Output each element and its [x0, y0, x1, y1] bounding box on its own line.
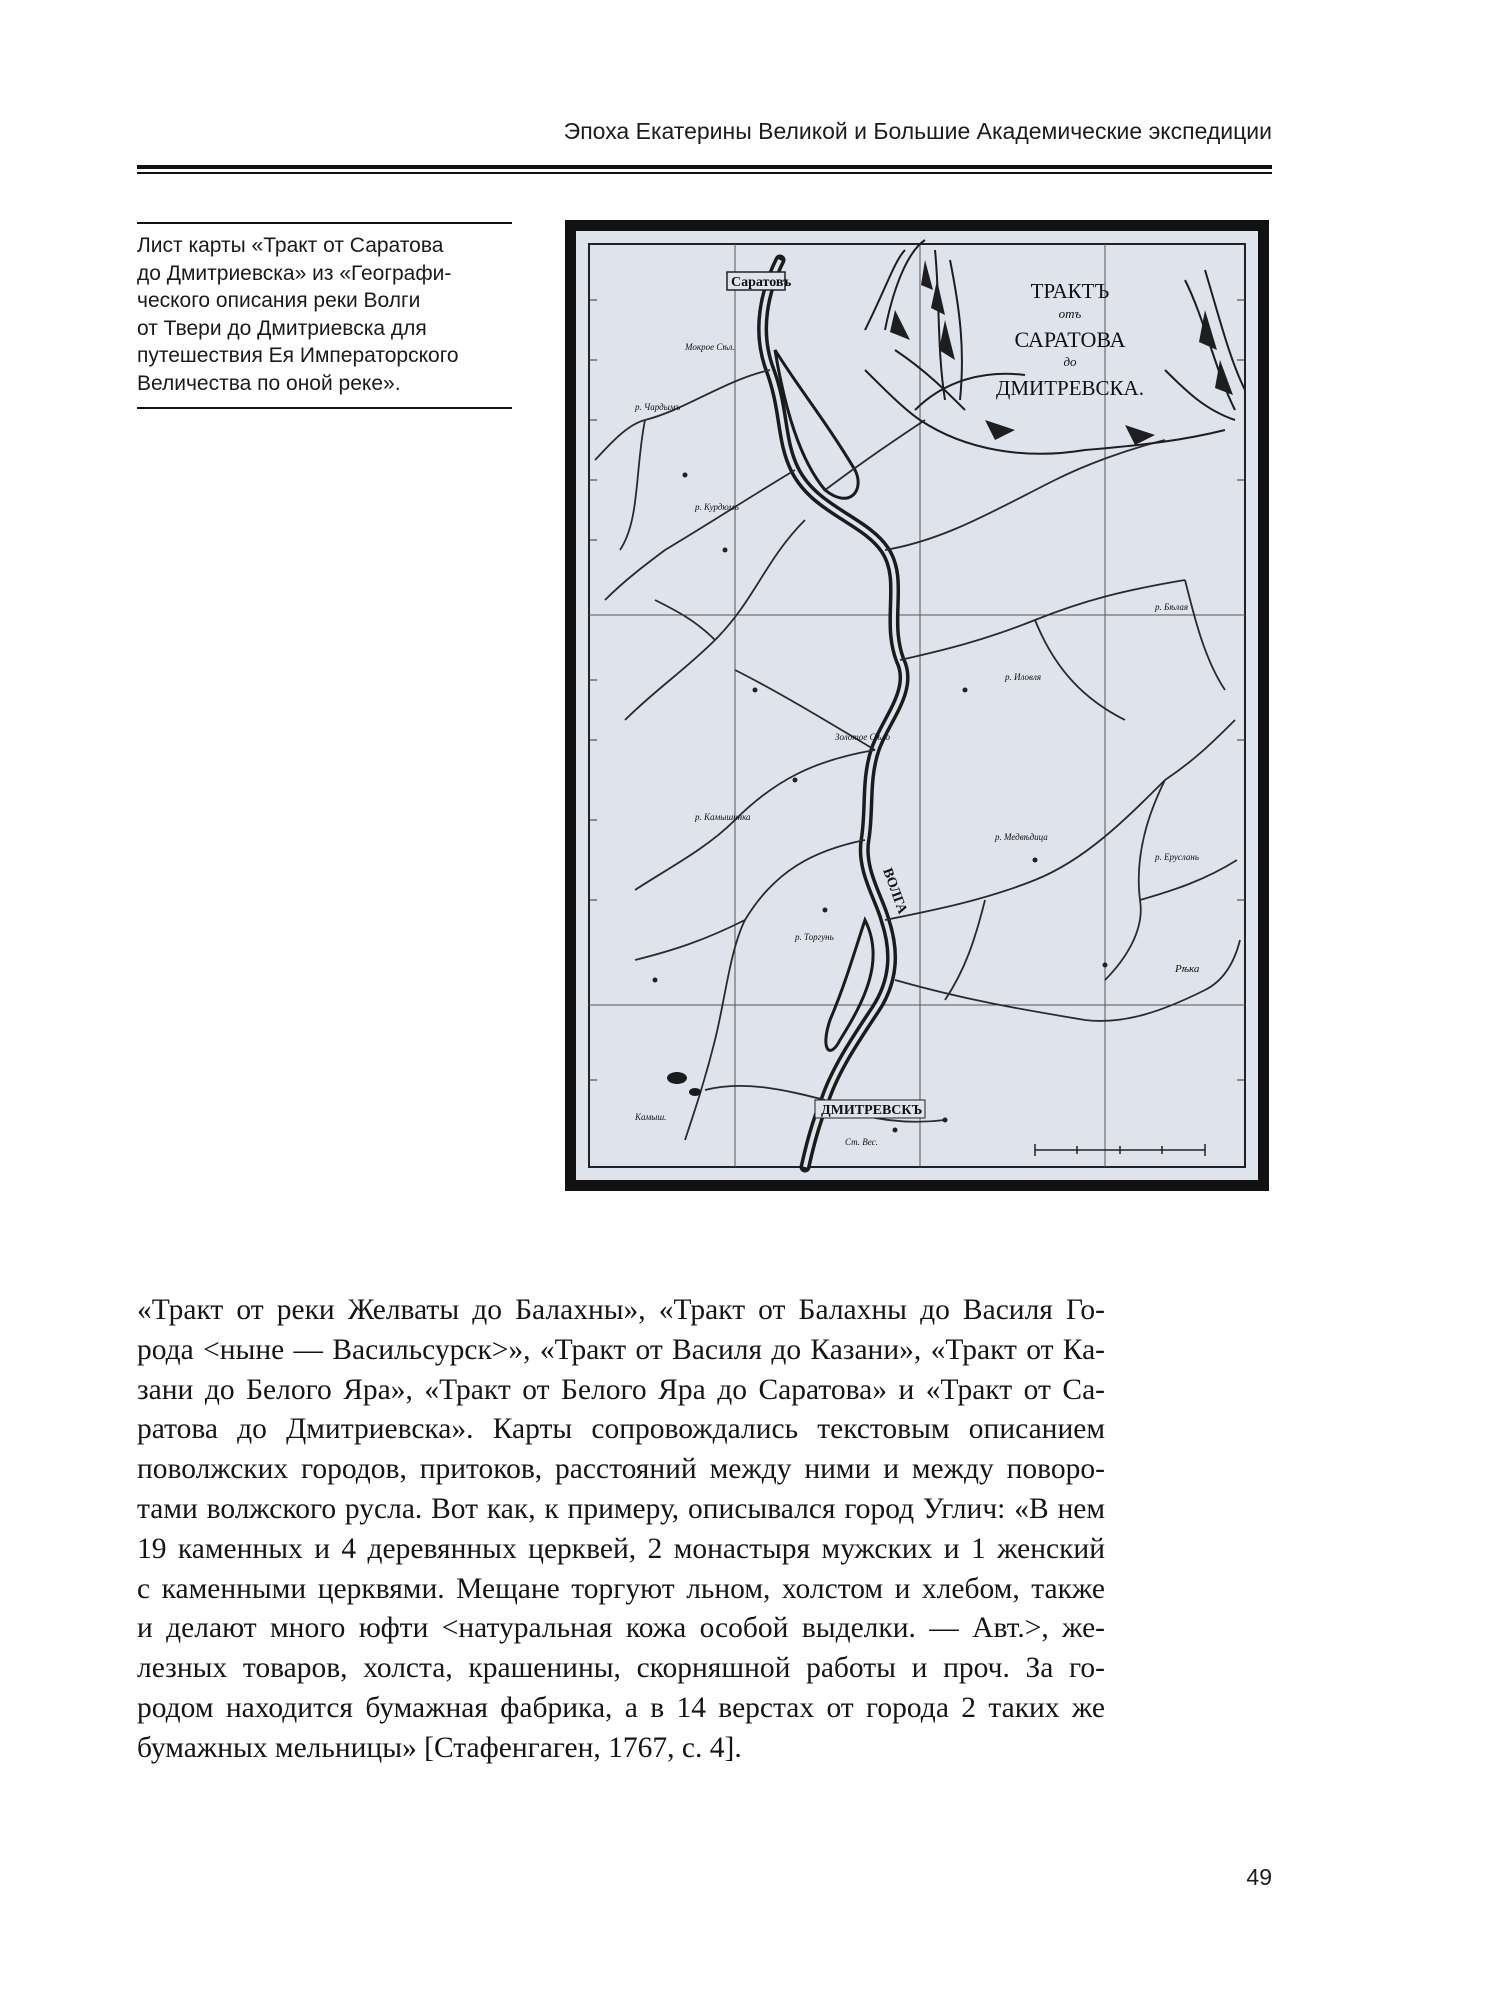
- body-line: зани до Белого Яра», «Тракт от Белого Яра до Саратова» и «Тракт от Са-: [137, 1373, 1105, 1406]
- cartouche-line-2: отъ: [1058, 306, 1082, 321]
- map-label: р. Медвѣдица: [995, 832, 1048, 842]
- caption-text: Лист карты «Тракт от Саратова до Дмитриевска» из «Географи- ческого описания реки Волги от Твери до Дмитриевска для путешествия Ея Императорского Величества по оной реке».: [137, 234, 459, 395]
- cartouche-line-4: до: [1063, 354, 1077, 369]
- map-city-saratov: Саратовъ: [731, 275, 792, 290]
- body-line: тами волжского русла. Вот как, к примеру, описывался город Углич: «В нем: [137, 1492, 1105, 1525]
- map-drawing: [565, 220, 1269, 1191]
- body-line: рода <ныне — Васильсурск>», «Тракт от Василя до Казани», «Тракт от Ка-: [137, 1333, 1105, 1366]
- map-label: Камыш.: [635, 1112, 667, 1122]
- map-label: р. Торгунь: [795, 932, 834, 942]
- map-label: Золотое Сѣло: [835, 732, 891, 742]
- map-label: р. Чардымъ: [635, 402, 681, 412]
- body-line: родом находится бумажная фабрика, а в 14 верстах от города 2 таких же: [137, 1691, 1105, 1724]
- cartouche-line-1: ТРАКТЪ: [1030, 279, 1110, 303]
- map-label: р. Курдюмъ: [695, 502, 739, 512]
- cartouche-line-3: САРАТОВА: [1014, 327, 1126, 352]
- map-label: Ст. Вес.: [845, 1137, 878, 1147]
- cartouche-line-5: ДМИТРЕВСКА.: [996, 376, 1144, 400]
- body-line: «Тракт от реки Желваты до Балахны», «Тракт от Балахны до Василя Го-: [137, 1294, 1105, 1326]
- running-head: Эпоха Екатерины Великой и Большие Академические экспедиции: [563, 118, 1272, 144]
- caption-rule-bottom: [137, 407, 512, 409]
- map-label: р. Бѣлая: [1155, 602, 1189, 612]
- header-rule-thin: [137, 172, 1272, 174]
- map-figure: [565, 220, 1269, 1191]
- header-rule-thick: [137, 165, 1272, 169]
- body-line: и делают много юфти <натуральная кожа особой выделки. — Авт.>, же-: [137, 1612, 1105, 1645]
- body-line: поволжских городов, притоков, расстояний между ними и между поворо-: [137, 1453, 1105, 1486]
- figure-caption: [137, 222, 512, 409]
- body-line: лезных товаров, холста, крашенины, скорняшной работы и проч. За го-: [137, 1652, 1105, 1685]
- map-label: р. Еруслань: [1155, 852, 1199, 862]
- map-label: р. Камышинка: [695, 812, 751, 822]
- body-line: бумажных мельницы» [Стафенгаген, 1767, с. 4].: [137, 1731, 742, 1764]
- map-city-dmitrevsk: ДМИТРЕВСКЪ: [821, 1103, 923, 1118]
- map-paper: [576, 231, 1258, 1180]
- body-line: 19 каменных и 4 деревянных церквей, 2 монастыря мужских и 1 женский: [137, 1532, 1105, 1565]
- page-number: 49: [1246, 1864, 1272, 1890]
- map-river-label-side: Рѣка: [1175, 963, 1200, 975]
- body-paragraph: [137, 1291, 1105, 1769]
- body-line: с каменными церквями. Мещане торгуют льном, холстом и хлебом, также: [137, 1572, 1105, 1605]
- map-label: Мокрое Сѣл.: [685, 342, 735, 352]
- body-line: ратова до Дмитриевска». Карты сопровождались текстовым описанием: [137, 1413, 1105, 1446]
- map-river-volga: ВОЛГА: [879, 866, 910, 916]
- map-label: р. Иловля: [1005, 672, 1042, 682]
